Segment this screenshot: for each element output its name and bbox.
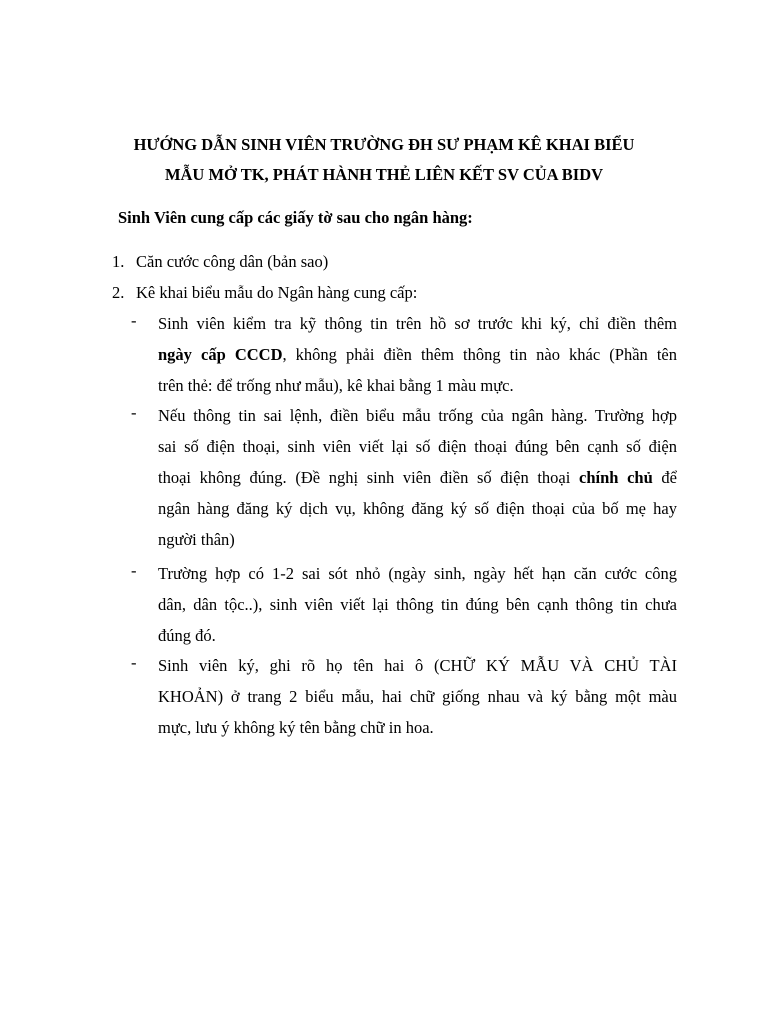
bullet-line: trên thẻ: để trống như mẫu), kê khai bằng 1 màu mực.	[158, 376, 514, 395]
bullet-text: để	[652, 468, 677, 487]
bold-text: chính chủ	[579, 468, 653, 487]
bullet-line	[158, 465, 677, 496]
bullet-text: , không phải điền thêm thông tin nào khác (Phần tên	[282, 345, 677, 364]
list-item-2	[112, 280, 417, 306]
list-item-number: 1.	[112, 252, 125, 271]
bullet-line: dân, dân tộc..), sinh viên viết lại thông tin đúng bên cạnh thông tin chưa	[158, 595, 677, 614]
bullet-line	[158, 342, 677, 373]
bullet-marker: -	[131, 403, 137, 422]
bullet-marker: -	[131, 561, 137, 580]
document-title	[90, 130, 678, 190]
bullet-text: thoại không đúng. (Đề nghị sinh viên điền số điện thoại	[158, 468, 579, 487]
list-item-text: Kê khai biểu mẫu do Ngân hàng cung cấp:	[136, 283, 418, 302]
bullet-line: Trường hợp có 1-2 sai sót nhỏ (ngày sinh, ngày hết hạn căn cước công	[158, 564, 677, 583]
title-line-1: HƯỚNG DẪN SINH VIÊN TRƯỜNG ĐH SƯ PHẠM KÊ KHAI BIỂU	[133, 135, 635, 154]
bullet-line: người thân)	[158, 530, 235, 549]
bullet-marker: -	[131, 653, 137, 672]
intro-heading: Sinh Viên cung cấp các giấy tờ sau cho ngân hàng:	[118, 208, 473, 227]
title-line-2: MẪU MỞ TK, PHÁT HÀNH THẺ LIÊN KẾT SV CỦA BIDV	[164, 165, 604, 184]
list-item-1	[112, 249, 328, 275]
bullet-line: Sinh viên kiểm tra kỹ thông tin trên hồ sơ trước khi ký, chỉ điền thêm	[158, 314, 677, 333]
list-item-text: Căn cước công dân (bản sao)	[136, 252, 329, 271]
bullet-marker: -	[131, 311, 137, 330]
list-item-number: 2.	[112, 283, 125, 302]
bullet-line: Nếu thông tin sai lệnh, điền biểu mẫu trống của ngân hàng. Trường hợp	[158, 406, 677, 425]
bullet-line: sai số điện thoại, sinh viên viết lại số điện thoại đúng bên cạnh số điện	[158, 437, 677, 456]
bullet-line: KHOẢN) ở trang 2 biểu mẫu, hai chữ giống nhau và ký bằng một màu	[158, 687, 677, 706]
bullet-line: Sinh viên ký, ghi rõ họ tên hai ô (CHỮ KÝ MẪU VÀ CHỦ TÀI	[158, 656, 677, 675]
bold-text: ngày cấp CCCD	[158, 345, 283, 364]
bullet-line: ngân hàng đăng ký dịch vụ, không đăng ký số điện thoại của bố mẹ hay	[158, 499, 677, 518]
bullet-line: đúng đó.	[158, 626, 216, 645]
bullet-line: mực, lưu ý không ký tên bằng chữ in hoa.	[158, 718, 434, 737]
